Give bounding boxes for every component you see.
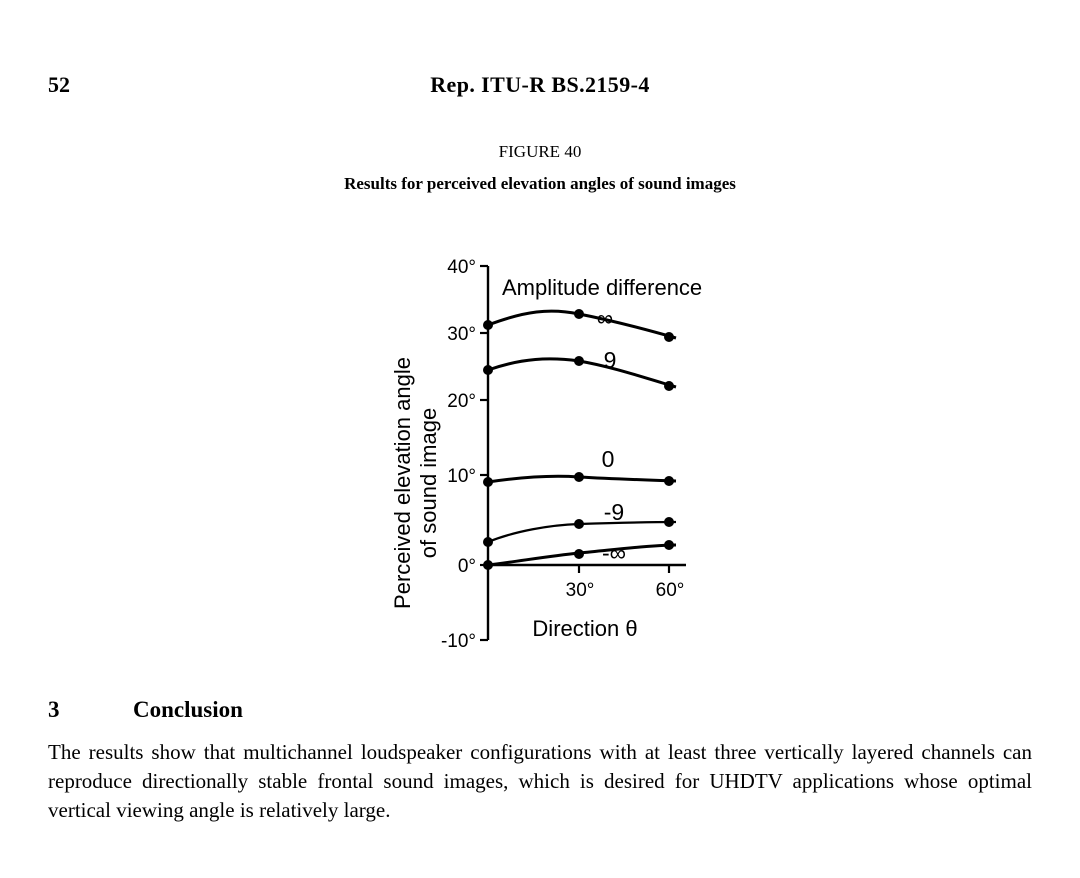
y-axis-label-line2: of sound image	[416, 407, 441, 559]
series-label-minus-infinity: -∞	[601, 540, 627, 566]
legend-title: Amplitude difference	[502, 275, 703, 300]
series-label-0: 0	[601, 446, 615, 472]
y-tick-label-30: 30°	[447, 324, 476, 345]
chart-x-ticks	[579, 565, 669, 573]
y-tick-label-40: 40°	[447, 257, 476, 278]
y-tick-label-0: 0°	[457, 556, 476, 577]
series-label-minus9: -9	[603, 499, 625, 525]
y-tick-label-minus10: -10°	[440, 631, 476, 652]
chart-data-points	[483, 309, 674, 570]
x-tick-label-30: 30°	[565, 580, 595, 601]
y-axis-label-line1: Perceived elevation angle	[390, 357, 415, 609]
document-header-title: Rep. ITU-R BS.2159-4	[430, 72, 650, 97]
x-axis-label: Direction θ	[532, 616, 638, 641]
figure-40-chart	[370, 248, 730, 658]
series-label-infinity: ∞	[596, 305, 614, 331]
section-paragraph: The results show that multichannel loudspeaker configurations with at least three vertically layered channels can reproduce directionally stable frontal sound images, which is desired for UHDTV applications whose optimal vertical viewing angle is relatively large.	[48, 740, 1032, 822]
y-tick-label-20: 20°	[447, 391, 476, 412]
section-number: 3	[48, 697, 60, 722]
page-number: 52	[48, 72, 70, 97]
section-title: Conclusion	[133, 697, 243, 722]
x-tick-label-60: 60°	[655, 580, 685, 601]
y-tick-label-10: 10°	[447, 466, 476, 487]
figure-title: Results for perceived elevation angles of sound images	[344, 174, 736, 193]
figure-number: FIGURE 40	[498, 142, 582, 161]
series-label-9: 9	[603, 347, 617, 373]
